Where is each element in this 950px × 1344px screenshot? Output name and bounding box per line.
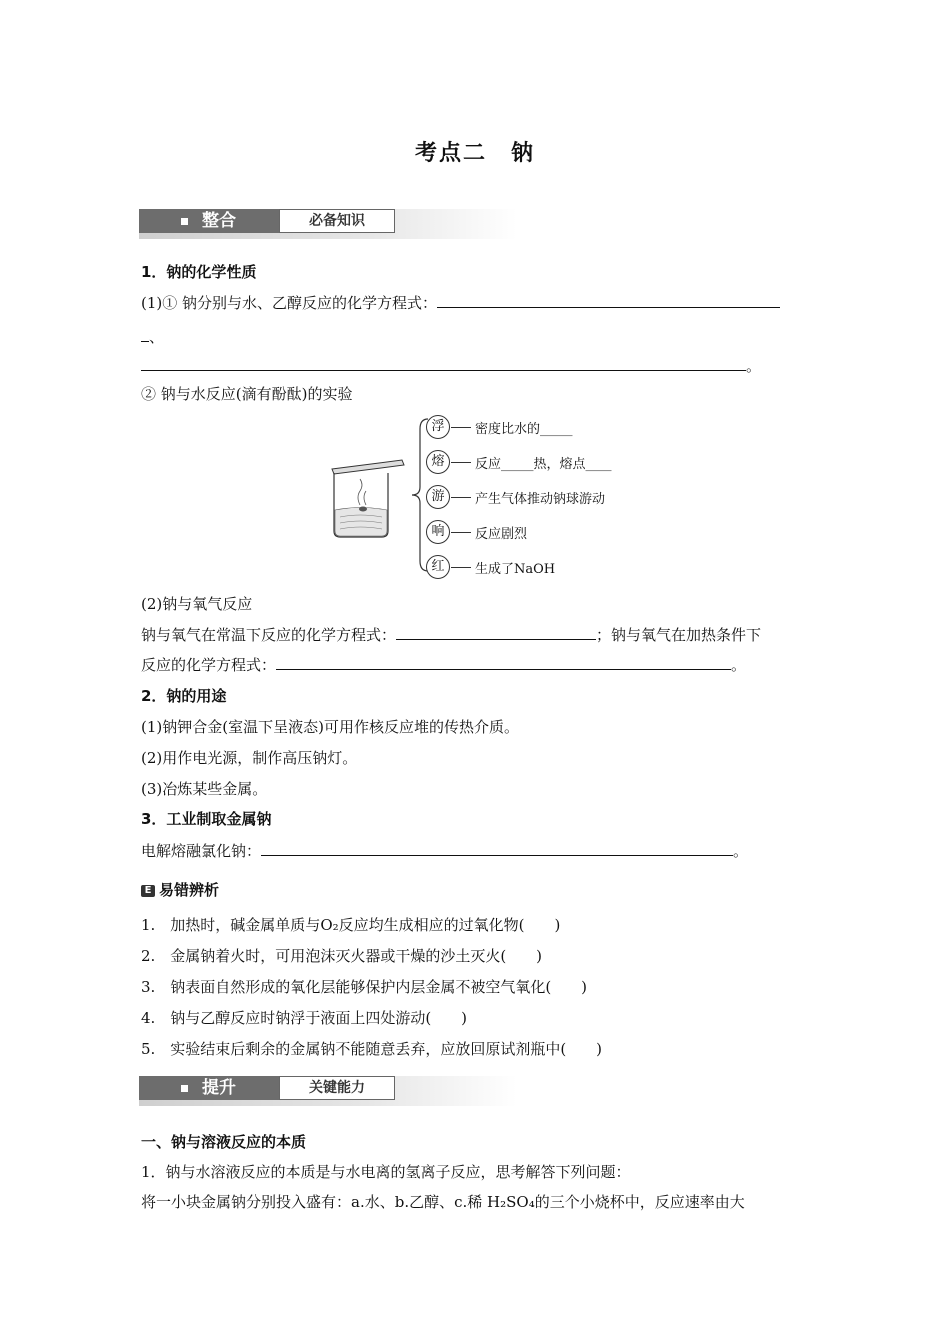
- section-heading: 1．钠的化学性质: [141, 263, 257, 281]
- square-icon: [181, 1085, 188, 1092]
- diagram-item-text: 生成了NaOH: [475, 562, 556, 577]
- error-analysis-heading: E 易错辨析: [141, 879, 219, 900]
- banner-box-label: 关键能力: [279, 1076, 395, 1100]
- question-line: 、: [141, 326, 164, 347]
- banner-dark-label: 提升: [139, 1076, 279, 1100]
- judgement-item: 5. 实验结束后剩余的金属钠不能随意丢弃，应放回原试剂瓶中( ): [141, 1040, 603, 1058]
- section-heading: 3．工业制取金属钠: [141, 810, 272, 828]
- judgement-item: 2. 金属钠着火时，可用泡沫灭火器或干燥的沙土灭火( ): [141, 947, 543, 965]
- square-icon: [181, 218, 188, 225]
- swim-icon: 游: [426, 485, 450, 509]
- text-line: (1)钠钾合金(室温下呈液态)可用作核反应堆的传热介质。: [141, 718, 519, 736]
- diagram-item-text: 反应_____热，熔点____: [475, 457, 612, 472]
- melt-icon: 熔: [426, 450, 450, 474]
- section-heading: 2．钠的用途: [141, 687, 227, 705]
- judgement-item: 3. 钠表面自然形成的氧化层能够保护内层金属不被空气氧化( ): [141, 978, 588, 996]
- judgement-item: 1. 加热时，碱金属单质与O₂反应均生成相应的过氧化物( ): [141, 916, 561, 934]
- sound-icon: 响: [426, 520, 450, 544]
- section-banner-improve: [139, 1076, 517, 1106]
- experiment-heading: ② 钠与水反应(滴有酚酞)的实验: [141, 385, 353, 403]
- section-banner-integrate: [139, 209, 517, 239]
- banner-box-label: 必备知识: [279, 209, 395, 233]
- diagram-item-text: 产生气体推动钠球游动: [475, 492, 606, 507]
- text-line: 1．钠与水溶液反应的本质是与水电离的氢离子反应，思考解答下列问题：: [141, 1163, 631, 1181]
- diagram-item-text: 密度比水的_____: [475, 422, 573, 437]
- red-icon: 红: [426, 555, 450, 579]
- question-line: 反应的化学方程式： 。: [141, 656, 747, 674]
- subsection-heading: (2)钠与氧气反应: [141, 595, 253, 613]
- question-line: 钠与氧气在常温下反应的化学方程式： ；钠与氧气在加热条件下: [141, 626, 762, 644]
- page-title: 考点二 钠: [414, 141, 535, 166]
- beaker-illustration: [320, 455, 410, 545]
- float-icon: 浮: [426, 415, 450, 439]
- answer-line: 。: [141, 355, 761, 376]
- answer-blank: [276, 655, 731, 670]
- text-line: 将一小块金属钠分别投入盛有：a.水、b.乙醇、c.稀 H₂SO₄的三个小烧杯中，反应速率由大: [141, 1193, 745, 1211]
- question-line: 电解熔融氯化钠： 。: [141, 842, 749, 860]
- answer-blank: [396, 625, 596, 640]
- e-badge-icon: E: [141, 885, 155, 897]
- judgement-item: 4. 钠与乙醇反应时钠浮于液面上四处游动( ): [141, 1009, 468, 1027]
- banner-dark-label: 整合: [139, 209, 279, 233]
- question-line: (1)① 钠分别与水、乙醇反应的化学方程式：: [141, 292, 780, 313]
- diagram-item-text: 反应剧烈: [475, 527, 528, 542]
- answer-blank: [141, 356, 746, 371]
- section-heading: 一、钠与溶液反应的本质: [141, 1133, 307, 1151]
- answer-blank: [141, 327, 149, 342]
- sodium-water-diagram: [320, 410, 650, 585]
- answer-blank: [437, 293, 780, 308]
- text-line: (3)冶炼某些金属。: [141, 780, 268, 798]
- text-line: (2)用作电光源，制作高压钠灯。: [141, 749, 358, 767]
- answer-blank: [261, 841, 733, 856]
